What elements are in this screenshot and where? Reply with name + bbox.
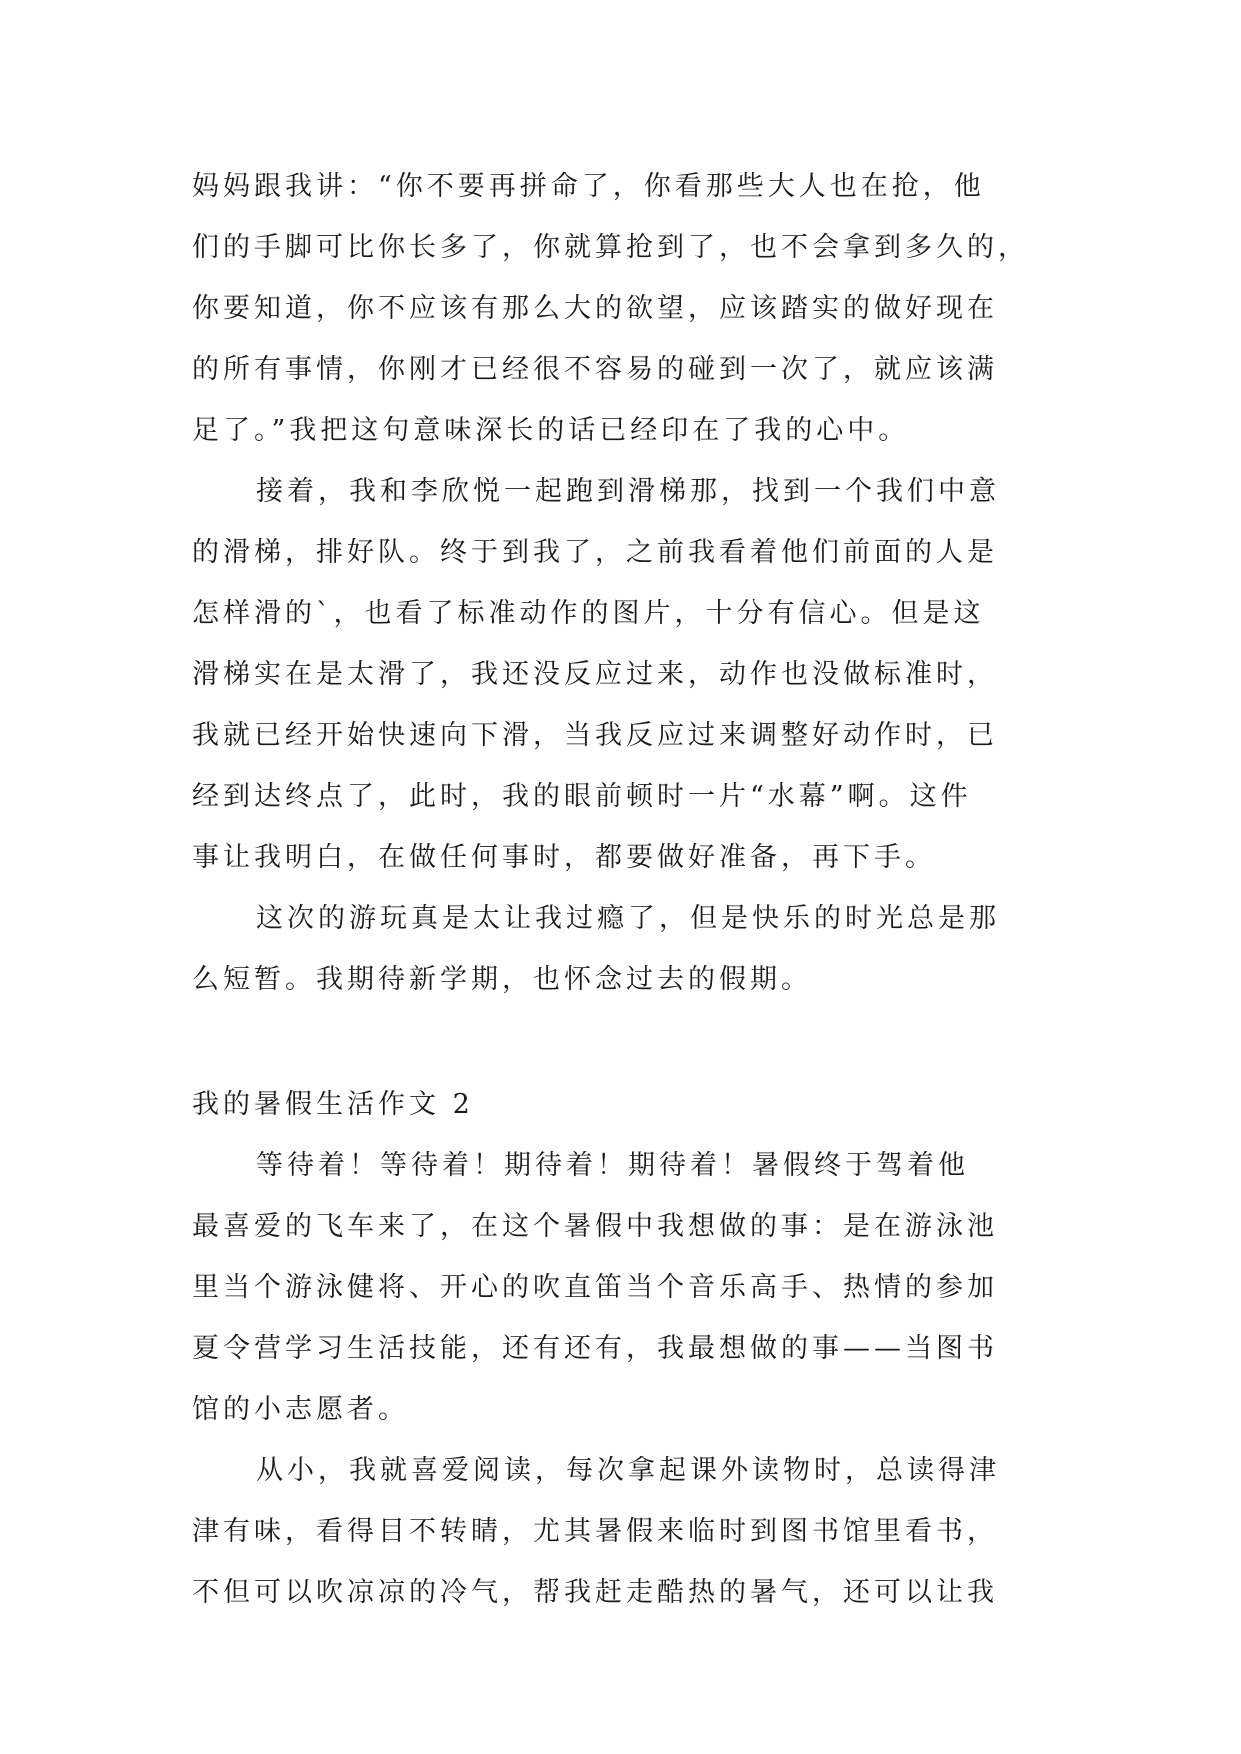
text-line: 事让我明白，在做任何事时，都要做好准备，再下手。 xyxy=(192,842,936,873)
text-line: 不但可以吹凉凉的冷气，帮我赶走酷热的暑气，还可以让我 xyxy=(192,1577,998,1608)
paragraph xyxy=(192,1135,1052,1440)
text-line: 这次的游玩真是太让我过瘾了，但是快乐的时光总是那 xyxy=(256,903,1000,934)
document-body xyxy=(192,156,1052,1623)
text-line: 们的手脚可比你长多了，你就算抢到了，也不会拿到多久的， xyxy=(192,232,1029,263)
text-line: 么短暂。我期待新学期，也怀念过去的假期。 xyxy=(192,964,812,995)
text-line: 最喜爱的飞车来了，在这个暑假中我想做的事：是在游泳池 xyxy=(192,1211,998,1242)
text-line: 等待着！等待着！期待着！期待着！暑假终于驾着他 xyxy=(256,1150,969,1181)
text-line: 足了。”我把这句意味深长的话已经印在了我的心中。 xyxy=(192,415,910,446)
text-line: 从小，我就喜爱阅读，每次拿起课外读物时，总读得津 xyxy=(256,1455,1000,1486)
text-line: 滑梯实在是太滑了，我还没反应过来，动作也没做标准时， xyxy=(192,659,998,690)
text-line: 的所有事情，你刚才已经很不容易的碰到一次了，就应该满 xyxy=(192,354,998,385)
text-line: 津有味，看得目不转睛，尤其暑假来临时到图书馆里看书， xyxy=(192,1516,998,1547)
text-line: 里当个游泳健将、开心的吹直笛当个音乐高手、热情的参加 xyxy=(192,1272,998,1303)
spacer xyxy=(192,1010,1052,1074)
paragraph xyxy=(192,888,1052,1010)
text-line: 妈妈跟我讲：“你不要再拼命了，你看那些大人也在抢，他 xyxy=(192,171,985,202)
text-line: 接着，我和李欣悦一起跑到滑梯那，找到一个我们中意 xyxy=(256,476,1000,507)
text-line: 你要知道，你不应该有那么大的欲望，应该踏实的做好现在 xyxy=(192,293,998,324)
section-title: 我的暑假生活作文 2 xyxy=(192,1089,474,1120)
paragraph xyxy=(192,156,1052,461)
paragraph xyxy=(192,461,1052,888)
text-line: 的滑梯，排好队。终于到我了，之前我看着他们前面的人是 xyxy=(192,537,998,568)
paragraph xyxy=(192,1440,1052,1623)
text-line: 怎样滑的`，也看了标准动作的图片，十分有信心。但是这 xyxy=(192,598,985,629)
text-line: 馆的小志愿者。 xyxy=(192,1394,409,1425)
text-line: 经到达终点了，此时，我的眼前顿时一片“水幕”啊。这件 xyxy=(192,781,972,812)
text-line: 我就已经开始快速向下滑，当我反应过来调整好动作时，已 xyxy=(192,720,998,751)
text-line: 夏令营学习生活技能，还有还有，我最想做的事——当图书 xyxy=(192,1333,998,1364)
